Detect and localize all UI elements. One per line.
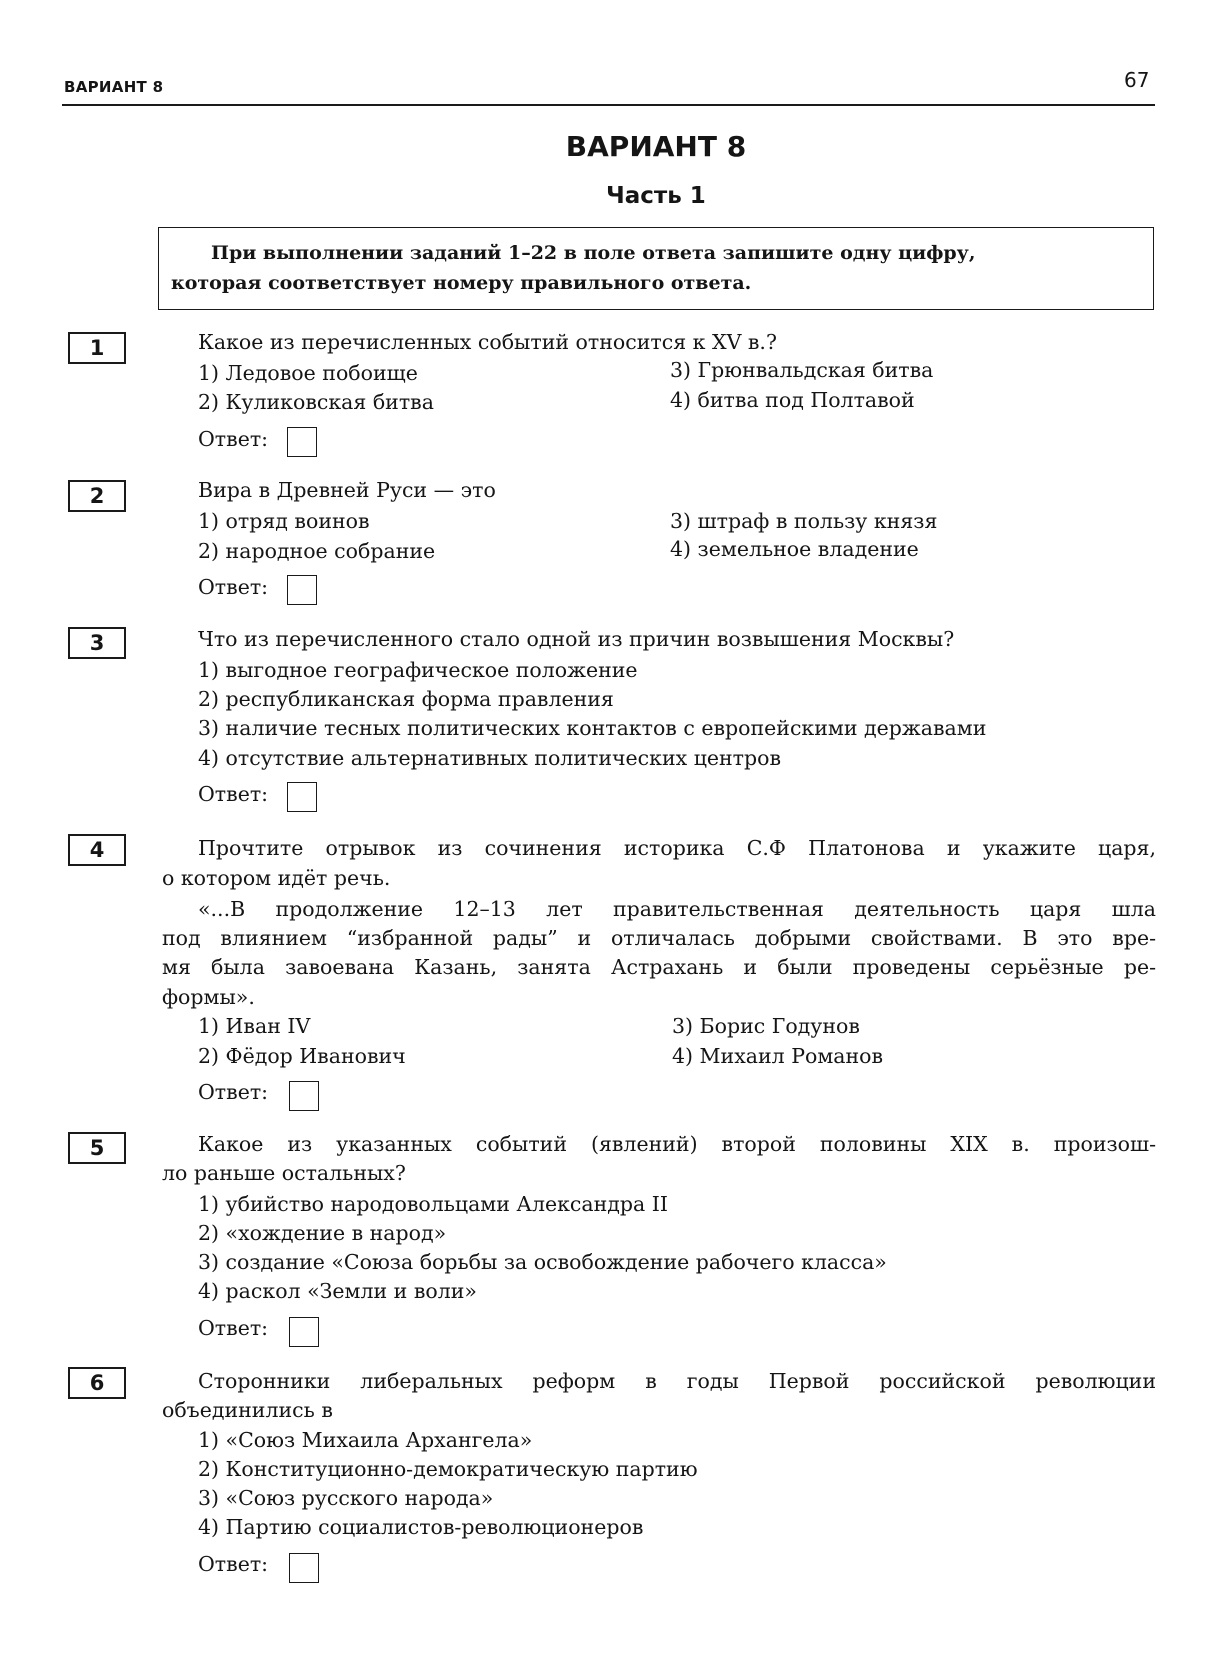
- answer-option: 2) Фёдор Иванович: [198, 1044, 406, 1068]
- answer-option: 1) выгодное географическое положение: [198, 658, 638, 682]
- answer-option: 2) Куликовская битва: [198, 390, 434, 414]
- answer-option: 2) республиканская форма правления: [198, 687, 614, 711]
- answer-input[interactable]: [287, 782, 317, 812]
- page-number: 67: [1124, 68, 1150, 92]
- question-line: Прочтите отрывок из сочинения историка С.Ф Платонова и укажите царя,: [198, 836, 1156, 860]
- header-divider: [62, 104, 1155, 106]
- question-text: [198, 836, 1156, 860]
- task-number-box: 6: [68, 1367, 126, 1399]
- answer-option: 1) убийство народовольцами Александра II: [198, 1192, 668, 1216]
- question-text: Какое из перечисленных событий относится к XV в.?: [198, 330, 777, 354]
- answer-label: Ответ:: [198, 782, 269, 806]
- answer-option: 4) земельное владение: [670, 537, 919, 561]
- quote-line: [162, 926, 1156, 950]
- answer-input[interactable]: [289, 1553, 319, 1583]
- instruction-line: При выполнении заданий 1–22 в поле ответа запишите одну цифру,: [211, 242, 976, 264]
- part-title: Часть 1: [606, 183, 706, 209]
- answer-option: 4) Михаил Романов: [672, 1044, 884, 1068]
- task-number-box: 1: [68, 332, 126, 364]
- question-text: Вира в Древней Руси — это: [198, 478, 496, 502]
- question-text: объединились в: [162, 1398, 333, 1422]
- quote-text: «...В продолжение 12–13 лет правительственная деятельность царя шла: [198, 897, 1156, 921]
- answer-option: 4) Партию социалистов-революционеров: [198, 1515, 644, 1539]
- answer-input[interactable]: [287, 427, 317, 457]
- answer-option: 1) Ледовое побоище: [198, 361, 418, 385]
- quote-text: мя была завоевана Казань, занята Астрахань и были проведены серьёзные ре-: [162, 955, 1156, 979]
- question-line: Сторонники либеральных реформ в годы Первой российской революции: [198, 1369, 1156, 1393]
- answer-option: 4) отсутствие альтернативных политических центров: [198, 746, 782, 770]
- task-number-box: 5: [68, 1132, 126, 1164]
- quote-line: [198, 897, 1156, 921]
- answer-option: 2) Конституционно-демократическую партию: [198, 1457, 698, 1481]
- answer-input[interactable]: [289, 1317, 319, 1347]
- answer-option: 4) раскол «Земли и воли»: [198, 1279, 477, 1303]
- answer-option: 3) создание «Союза борьбы за освобождение рабочего класса»: [198, 1250, 887, 1274]
- quote-line: [162, 955, 1156, 979]
- answer-label: Ответ:: [198, 427, 269, 451]
- answer-label: Ответ:: [198, 575, 269, 599]
- answer-input[interactable]: [289, 1081, 319, 1111]
- answer-option: 2) «хождение в народ»: [198, 1221, 447, 1245]
- variant-title: ВАРИАНТ 8: [565, 130, 747, 163]
- running-header: ВАРИАНТ 8: [64, 78, 164, 96]
- question-line: Какое из указанных событий (явлений) второй половины XIX в. произош-: [198, 1132, 1156, 1156]
- answer-option: 3) Борис Годунов: [672, 1014, 860, 1038]
- question-text: [198, 1132, 1156, 1156]
- task-number-box: 2: [68, 480, 126, 512]
- answer-label: Ответ:: [198, 1552, 269, 1576]
- instruction-line: которая соответствует номеру правильного ответа.: [171, 272, 752, 294]
- answer-option: 3) штраф в пользу князя: [670, 509, 938, 533]
- question-text: о котором идёт речь.: [162, 866, 391, 890]
- question-text: Что из перечисленного стало одной из причин возвышения Москвы?: [198, 627, 955, 651]
- answer-option: 2) народное собрание: [198, 539, 436, 563]
- quote-text: под влиянием “избранной рады” и отличалась добрыми свойствами. В это вре-: [162, 926, 1156, 950]
- answer-option: 1) «Союз Михаила Архангела»: [198, 1428, 533, 1452]
- quote-text: формы».: [162, 985, 255, 1009]
- answer-option: 3) Грюнвальдская битва: [670, 358, 934, 382]
- task-number-box: 4: [68, 834, 126, 866]
- question-text: ло раньше остальных?: [162, 1161, 406, 1185]
- task-number-box: 3: [68, 627, 126, 659]
- answer-option: 1) Иван IV: [198, 1014, 311, 1038]
- answer-option: 4) битва под Полтавой: [670, 388, 915, 412]
- answer-option: 3) наличие тесных политических контактов с европейскими державами: [198, 716, 987, 740]
- answer-option: 3) «Союз русского народа»: [198, 1486, 494, 1510]
- answer-input[interactable]: [287, 575, 317, 605]
- answer-option: 1) отряд воинов: [198, 509, 370, 533]
- instruction-box: [158, 227, 1154, 310]
- answer-label: Ответ:: [198, 1080, 269, 1104]
- answer-label: Ответ:: [198, 1316, 269, 1340]
- question-text: [198, 1369, 1156, 1393]
